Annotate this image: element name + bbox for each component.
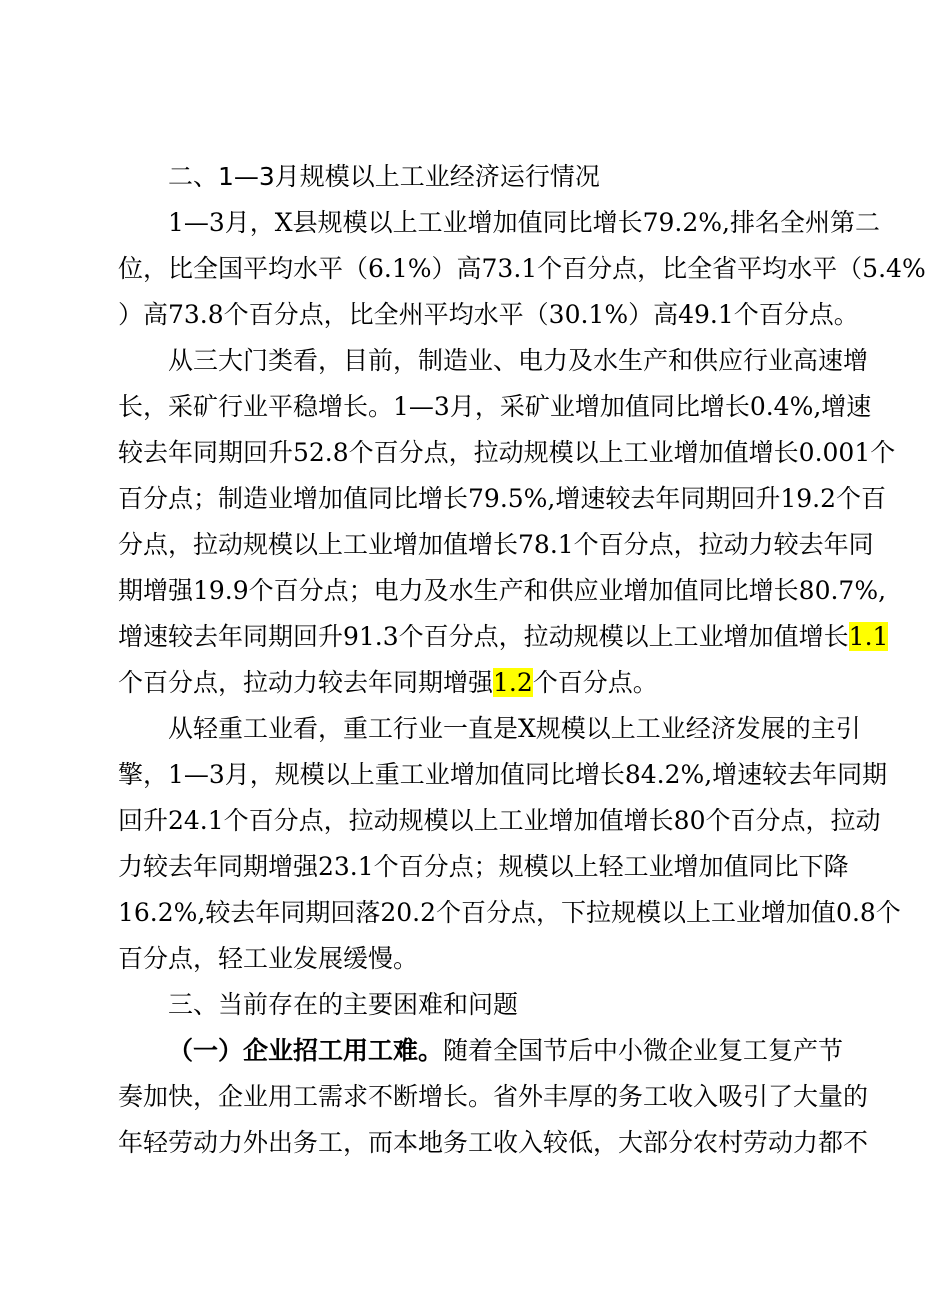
para3-line-3: 回升24.1个百分点，拉动规模以上工业增加值增长80个百分点，拉动 [118, 806, 881, 835]
para3-line-1: 从轻重工业看，重工行业一直是X规模以上工业经济发展的主引 [168, 714, 861, 743]
section-heading-3: 三、当前存在的主要困难和问题 [168, 990, 519, 1019]
para3-line-5: 16.2%,较去年同期回落20.2个百分点，下拉规模以上工业增加值0.8个 [118, 898, 901, 927]
para3-line-2: 擎，1—3月，规模以上重工业增加值同比增长84.2%,增速较去年同期 [118, 760, 888, 789]
para2-line-7 [118, 617, 889, 657]
section-heading-2: 二、1—3月规模以上工业经济运行情况 [168, 162, 600, 191]
para2-line-5: 分点，拉动规模以上工业增加值增长78.1个百分点，拉动力较去年同 [118, 530, 874, 559]
para4-line-2: 奏加快，企业用工需求不断增长。省外丰厚的务工收入吸引了大量的 [118, 1082, 869, 1111]
para3-line-4: 力较去年同期增强23.1个百分点；规模以上轻工业增加值同比下降 [118, 852, 849, 881]
para2-line-1: 从三大门类看，目前，制造业、电力及水生产和供应行业高速增 [168, 346, 869, 375]
para2-line-2: 长，采矿行业平稳增长。1—3月，采矿业增加值同比增长0.4%,增速 [118, 392, 872, 421]
para1-line-2: 位，比全国平均水平（6.1%）高73.1个百分点，比全省平均水平（5.4% [118, 254, 926, 283]
para2-line-4: 百分点；制造业增加值同比增长79.5%,增速较去年同期回升19.2个百 [118, 484, 887, 513]
para1-line-3: ）高73.8个百分点，比全州平均水平（30.1%）高49.1个百分点。 [118, 300, 859, 329]
para2-line-8-text: 个百分点，拉动力较去年同期增强 [118, 668, 494, 697]
para4-line-1 [168, 1031, 844, 1071]
para4-line-1-text: 随着全国节后中小微企业复工复产节 [443, 1036, 844, 1065]
para2-line-6: 期增强19.9个百分点；电力及水生产和供应业增加值同比增长80.7%, [118, 576, 887, 605]
subsection-heading: （一）企业招工用工难。 [168, 1036, 444, 1065]
highlighted-value: 1.1 [848, 622, 889, 651]
para2-line-8-tail: 个百分点。 [532, 668, 658, 697]
para2-line-7-text: 增速较去年同期回升91.3个百分点，拉动规模以上工业增加值增长 [118, 622, 849, 651]
para4-line-3: 年轻劳动力外出务工，而本地务工收入较低，大部分农村劳动力都不 [118, 1128, 869, 1157]
para2-line-8 [118, 663, 818, 703]
para1-line-1: 1—3月，X县规模以上工业增加值同比增长79.2%,排名全州第二 [168, 208, 880, 237]
highlighted-value: 1.2 [493, 668, 533, 697]
para3-line-6: 百分点，轻工业发展缓慢。 [118, 944, 419, 973]
para2-line-3: 较去年同期回升52.8个百分点，拉动规模以上工业增加值增长0.001个 [118, 438, 896, 467]
